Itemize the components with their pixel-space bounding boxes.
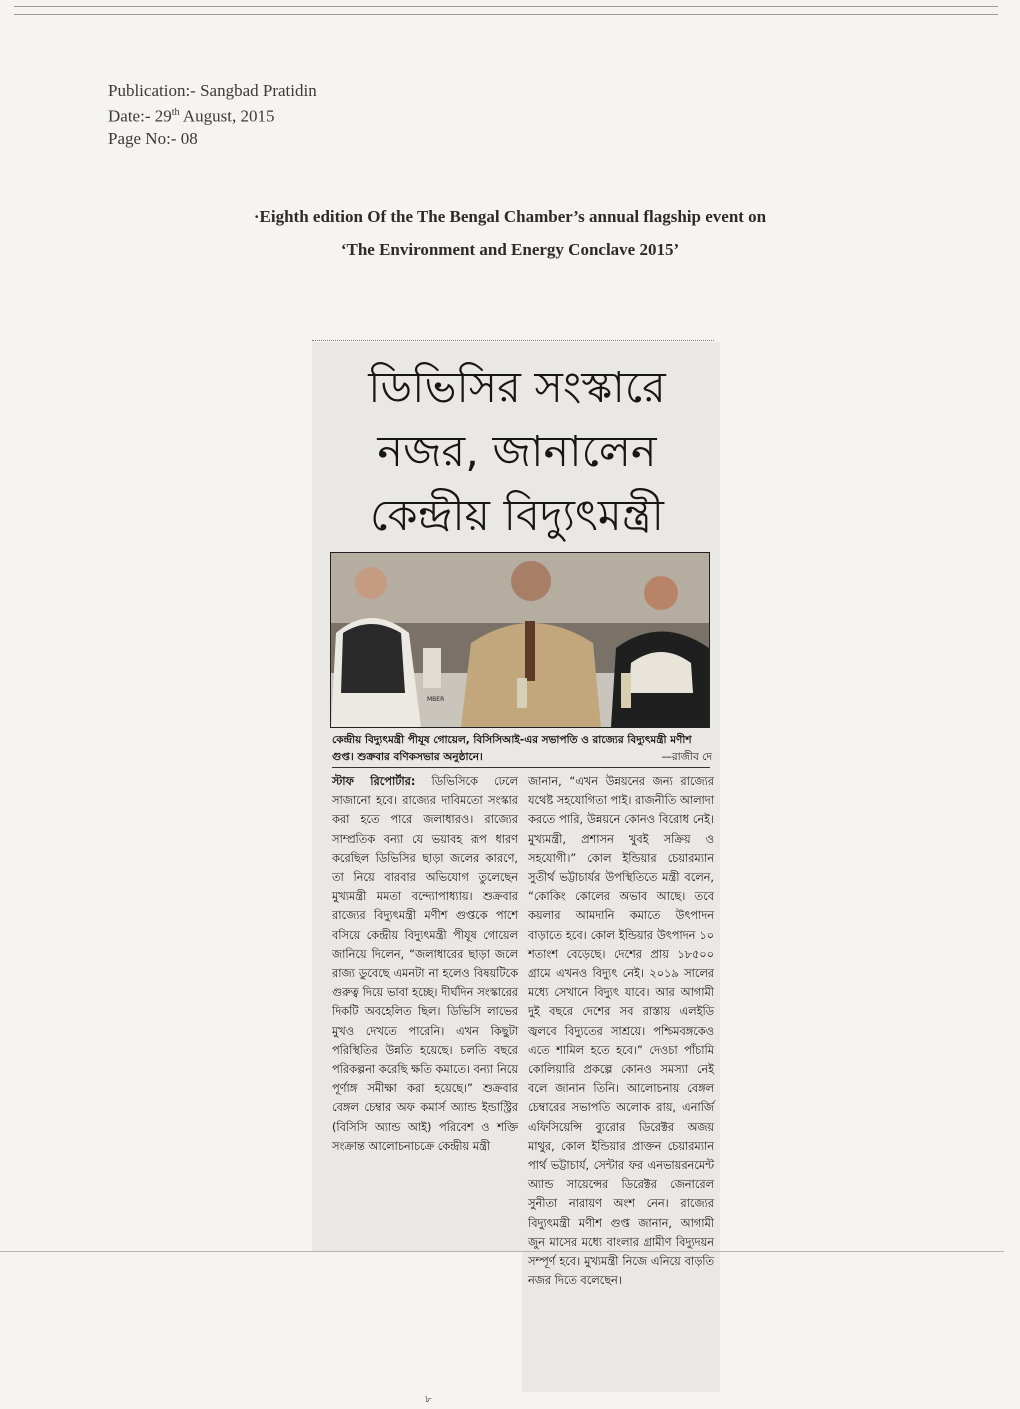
- publication-page: Page No:- 08: [108, 128, 198, 148]
- article-column-1: [332, 772, 518, 1156]
- scan-fold-line: [0, 1251, 1004, 1252]
- photo-credit: —রাজীব দে: [661, 751, 712, 763]
- top-rule: [14, 6, 998, 7]
- article-column-2: জানান, “এখন উন্নয়নের জন্য রাজ্যের যথেষ্ট সহযোগিতা পাই। রাজনীতি আলাদা করতে পারি, উন্নয়নে কোনও বিরোধ নেই। মুখ্যমন্ত্রী, প্রশাসন খুবই সক্রিয় ও সহযোগী।” কোল ইন্ডিয়ার চেয়ারম্যান সুতীর্থ ভট্টাচার্যর উপস্থিতিতে মন্ত্রী বলেন, “কোকিং কোলের অভাব আছে। তবে কয়লার আমদানি কমাতে উৎপাদন বাড়াতে হবে। কোল ইন্ডিয়ার উৎপাদন ১০ শতাংশ বেড়েছে। দেশের প্রায় ১৮৫০০ গ্রামে এখনও বিদ্যুৎ নেই। ২০১৯ সালের মধ্যে সেখানে বিদ্যুৎ যাবে। আর আগামী দুই বছরে দেশের সব রাস্তায় এলইডি জ্বলবে বিদ্যুতের সাশ্রয়ে। পশ্চিমবঙ্গকেও এতে শামিল হতে হবে।” দেওচা পাঁচামি কোলিয়ারি প্রকল্পে কোনও সমস্যা নেই বলে জানান তিনি। আলোচনায় বেঙ্গল চেম্বারের সভাপতি অলোক রায়, এনার্জি এফিসিয়েন্সি ব্যুরোর ডিরেক্টর অজয় মাথুর, কোল ইন্ডিয়ার প্রাক্তন চেয়ারম্যান পার্থ ভট্টাচার্য, সেন্টার ফর এনভায়রনমেন্ট অ্যান্ড সায়েন্সের ডিরেক্টর জেনারেল সুনীতা নারায়ণ অংশ নেন। রাজ্যের বিদ্যুৎমন্ত্রী মণীশ গুপ্ত জানান, আগামী জুন মাসের মধ্যে বাংলার গ্রামীণ বিদ্যুদয়ন সম্পূর্ণ হবে। মুখ্যমন্ত্রী নিজে এনিয়ে বাড়তি নজর দিতে বলেছেন।: [528, 775, 714, 1288]
- headline-line: ডিভিসির সংস্কারে: [368, 363, 666, 413]
- article-photo: [330, 552, 710, 728]
- publication-info: [108, 80, 317, 150]
- headline-line: নজর, জানালেন: [377, 427, 657, 477]
- event-heading-line2: ‘The Environment and Energy Conclave 2015’: [340, 240, 680, 259]
- publication-name: Publication:- Sangbad Pratidin: [108, 81, 317, 100]
- page-number-mark: ৮: [425, 1394, 432, 1405]
- caption-rule: [332, 767, 710, 768]
- column-1-text: ডিভিসিকে ঢেলে সাজানো হবে। রাজ্যের দাবিমতো সংস্কার করা হতে পারে জলাধারও। রাজ্যের সাম্প্রতিক বন্যা যে ভয়াবহ রূপ ধারণ করেছিল ডিভিসির ছাড়া জলের কারণে, তা নিয়ে বারবার অভিযোগ তুলেছেন মুখ্যমন্ত্রী মমতা বন্দ্যোপাধ্যায়। শুক্রবার রাজ্যের বিদ্যুৎমন্ত্রী মণীশ গুপ্তকে পাশে বসিয়ে কেন্দ্রীয় বিদ্যুৎমন্ত্রী পীযূষ গোয়েল জানিয়ে দিলেন, “জলাধারের ছাড়া জলে রাজ্য ডুবেছে এমনটা না হলেও বিষয়টিকে গুরুত্ব দিয়ে ভাবা হচ্ছে। দীর্ঘদিন সংস্কারের দিকটি অবহেলিত ছিল। ডিভিসি লাভের মুখও দেখতে পারেনি। এখন কিছুটা পরিস্থিতির উন্নতি হয়েছে। চলতি বছরে পরিকল্পনা করেছি ক্ষতি কমাতে। বন্যা নিয়ে পূর্ণাঙ্গ সমীক্ষা করা হয়েছে।” শুক্রবার বেঙ্গল চেম্বার অফ কমার্স অ্যান্ড ইন্ডাস্ট্রির (বিসিসি অ্যান্ড আই) পরিবেশ ও শক্তি সংক্রান্ত আলোচনাচক্রে কেন্দ্রীয় মন্ত্রী: [332, 775, 518, 1153]
- publication-date: Date:- 29th August, 2015: [108, 106, 275, 126]
- photo-backdrop-text: MBER: [427, 696, 445, 703]
- newspaper-clipping: [312, 342, 720, 1392]
- caption-text: কেন্দ্রীয় বিদ্যুৎমন্ত্রী পীযূষ গোয়েল, বিসিসিআই-এর সভাপতি ও রাজ্যের বিদ্যুৎমন্ত্রী মণীশ গুপ্ত। শুক্রবার বণিকসভার অনুষ্ঠানে।: [332, 734, 692, 763]
- article-headline: [332, 356, 702, 548]
- photo-caption: [332, 732, 712, 766]
- clipping-top-border: [312, 340, 714, 341]
- headline-line: কেন্দ্রীয় বিদ্যুৎমন্ত্রী: [370, 491, 664, 541]
- byline: স্টাফ রিপোর্টার:: [332, 775, 416, 788]
- event-heading-line1: ·Eighth edition Of the The Bengal Chamber’s annual flagship event on: [253, 207, 767, 226]
- top-rule-double: [14, 14, 998, 15]
